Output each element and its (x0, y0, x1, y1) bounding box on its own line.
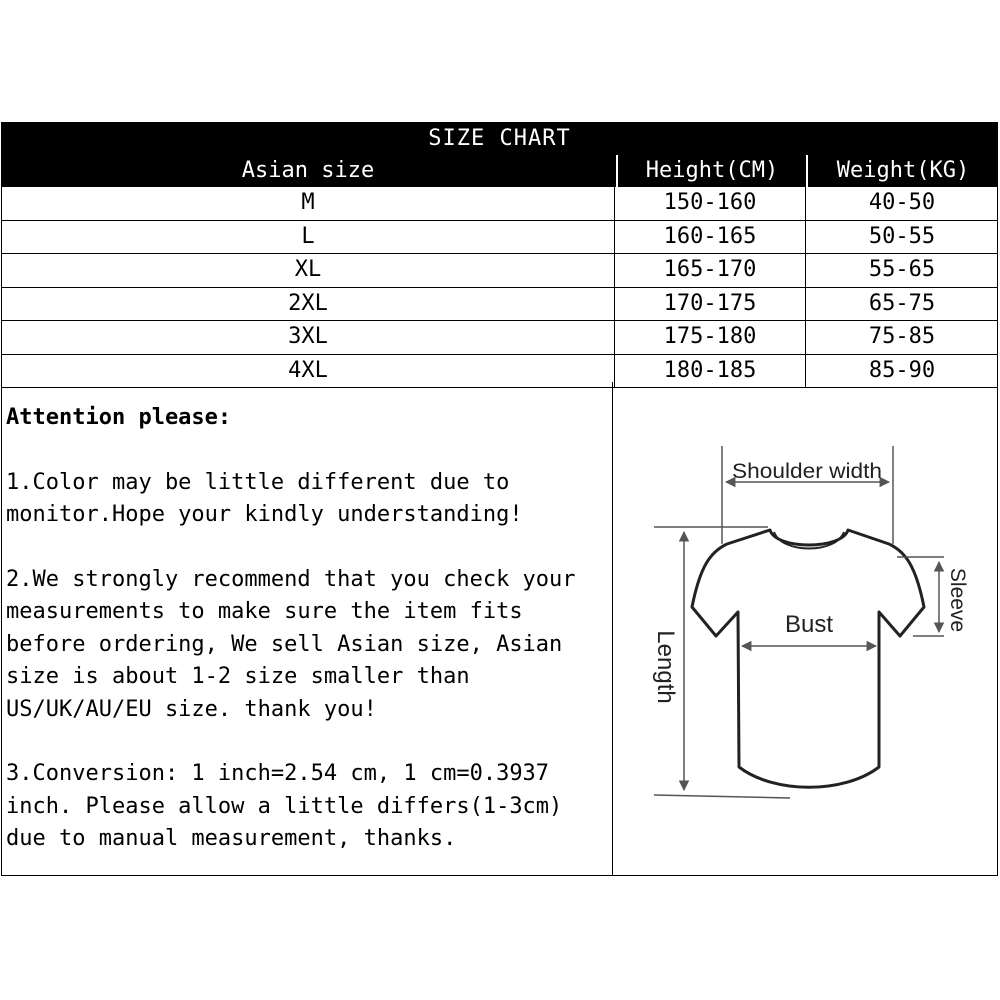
table-row (2, 254, 997, 288)
weight-cell: 55-65 (868, 257, 936, 282)
size-cell: M (2, 187, 615, 220)
size-cell: 3XL (2, 321, 615, 354)
tshirt-outline (692, 530, 924, 787)
tshirt-diagram-svg (614, 382, 997, 875)
size-cell: L (2, 221, 615, 254)
weight-cell: 40-50 (868, 190, 936, 215)
size-cell: 4XL (2, 355, 615, 388)
table-row (2, 187, 997, 221)
height-cell: 165-170 (615, 254, 806, 287)
table-row (2, 321, 997, 355)
table-row (2, 221, 997, 255)
table-row (2, 288, 997, 322)
bust-label: Bust (784, 611, 834, 638)
height-cell: 180-185 (615, 355, 806, 388)
header-height: Height(CM) (616, 155, 808, 187)
note-item: 2.We strongly recommend that you check your measurements to make sure the item fits before ordering, We sell Asian size, Asian size is about 1-2 size smaller than US/UK/AU/EU size. thank you! (6, 566, 576, 722)
header-asian-size: Asian size (241, 158, 375, 183)
size-chart-title: SIZE CHART (2, 123, 997, 155)
size-cell: 2XL (2, 288, 615, 321)
height-cell: 170-175 (615, 288, 806, 321)
header-weight: Weight(KG) (836, 158, 970, 183)
height-cell: 160-165 (615, 221, 806, 254)
height-cell: 175-180 (615, 321, 806, 354)
length-label: Length (652, 630, 679, 704)
table-header-row (2, 155, 997, 187)
height-cell: 150-160 (615, 187, 806, 220)
shoulder-width-label: Shoulder width (732, 460, 882, 483)
weight-cell: 50-55 (868, 223, 936, 249)
size-chart-sheet (1, 122, 998, 876)
tshirt-measurement-diagram (614, 382, 997, 875)
weight-cell: 85-90 (868, 357, 936, 383)
weight-cell: 75-85 (868, 324, 936, 349)
note-item: 1.Color may be little different due to monitor.Hope your kindly understanding! (6, 469, 523, 527)
attention-heading: Attention please: (6, 405, 232, 430)
size-table-body (2, 187, 997, 388)
attention-notes (2, 382, 613, 875)
sleeve-label: Sleeve (946, 567, 969, 633)
weight-cell: 65-75 (868, 290, 936, 316)
size-cell: XL (2, 254, 615, 287)
note-item: 3.Conversion: 1 inch=2.54 cm, 1 cm=0.3937 inch. Please allow a little differs(1-3cm) due to manual measurement, thanks. (6, 761, 563, 851)
